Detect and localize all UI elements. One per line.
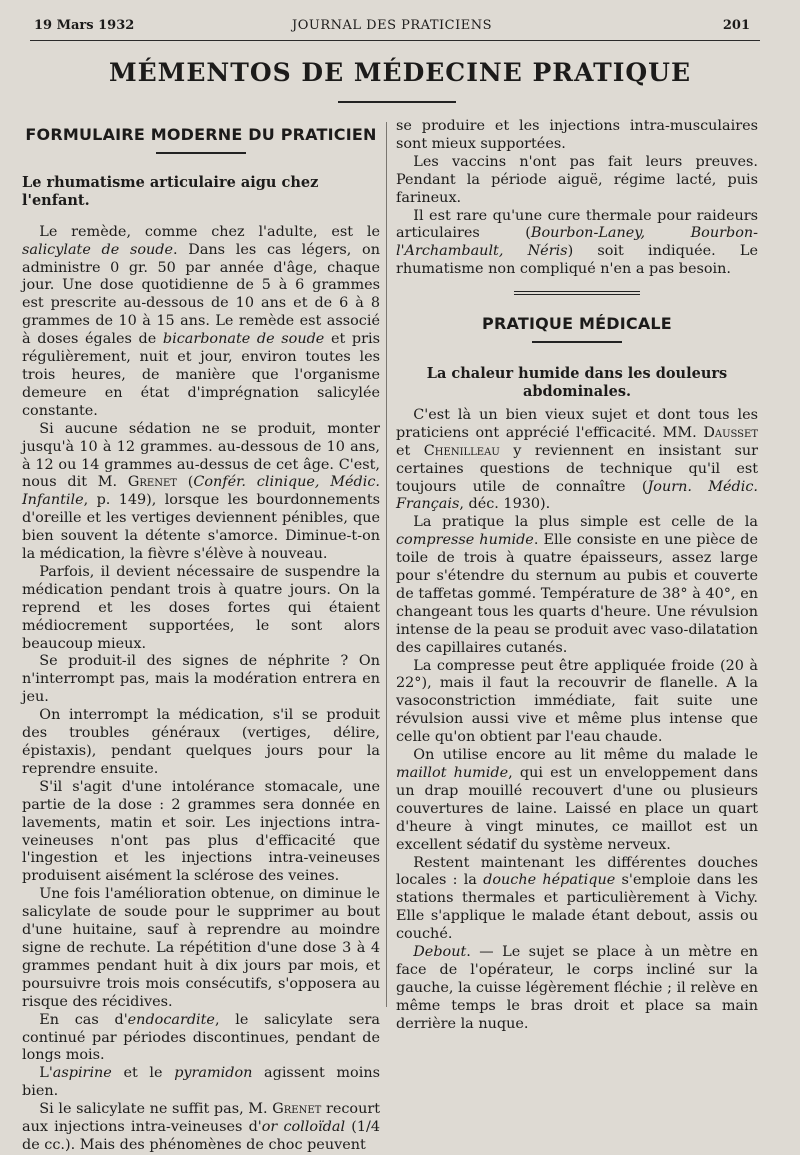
paragraph: Si le salicylate ne suffit pas, M. Grenet recourt aux injections intra-veineuses d'or colloïdal (1/4 de cc.). Mais des phénomènes de choc peuvent	[22, 1101, 380, 1153]
paragraph: Les vaccins n'ont pas fait leurs preuves. Pendant la période aiguë, régime lacté, puis farineux.	[396, 153, 758, 206]
column-divider	[386, 122, 387, 1007]
section-rule	[156, 152, 246, 154]
running-head	[34, 18, 750, 40]
paragraph: La compresse peut être appliquée froide (20 à 22°), mais il faut la recouvrir de flanelle. A la vasoconstriction immédiate, fait suite une révulsion aussi vive et même plus intense que celle qu'on obtient par l'eau chaude.	[396, 657, 758, 746]
paragraph: La pratique la plus simple est celle de la compresse humide. Elle consiste en une pièce de toile de trois à quatre épaisseurs, assez large pour s'étendre du sternum au pubis et couverte de taffetas gommé. Température de 38° à 40°, en changeant tous les quarts d'heure. Une révulsion intense de la peau se produit avec vaso-dilatation des capillaires cutanés.	[396, 514, 758, 656]
header-rule	[30, 40, 760, 41]
title-rule	[338, 101, 456, 103]
paragraph: Il est rare qu'une cure thermale pour raideurs articulaires (Bourbon-Laney, Bourbon-l'Archambault, Néris) soit indiquée. Le rhumatisme non compliqué n'en a pas besoin.	[396, 207, 758, 278]
paragraph: On interrompt la médication, s'il se produit des troubles généraux (vertiges, délire, épistaxis), pendant quelques jours pour la reprendre ensuite.	[22, 707, 380, 777]
section-title-formulaire: FORMULAIRE MODERNE DU PRATICIEN	[25, 125, 377, 144]
paragraph: Une fois l'amélioration obtenue, on diminue le salicylate de soude pour le supprimer au bout d'une huitaine, sauf à reprendre au moindre signe de rechute. La répétition d'une dose 3 à 4 grammes pendant huit à dix jours par mois, et poursuivre trois mois consécutifs, s'opposera au risque des récidives.	[22, 886, 380, 1010]
paragraph: Restent maintenant les différentes douches locales : la douche hépatique s'emploie dans les stations thermales et particulièrement à Vichy. Elle s'applique le malade étant debout, assis ou couché.	[396, 854, 758, 943]
paragraph: S'il s'agit d'une intolérance stomacale, une partie de la dose : 2 grammes sera donnée en lavements, matin et soir. Les injections intra-veineuses n'ont pas plus d'efficacité que l'ingestion et les injections intra-veineuses produisent aisément la sclérose des veines.	[22, 778, 380, 885]
paragraph: Debout. — Le sujet se place à un mètre en face de l'opérateur, le corps incliné sur la gauche, la cuisse légèrement fléchie ; il relève en même temps le bras droit et place sa main derrière la nuque.	[396, 944, 758, 1032]
paragraph: On utilise encore au lit même du malade le maillot humide, qui est un enveloppement dans un drap mouillé recouvert d'une ou plusieurs couvertures de laine. Laissé en place un quart d'heure à vingt minutes, ce maillot est un excellent sédatif du système nerveux.	[396, 747, 758, 853]
paragraph: se produire et les injections intra-musculaires sont mieux supportées.	[396, 118, 758, 152]
page-title: MÉMENTOS DE MÉDECINE PRATIQUE	[108, 58, 692, 87]
journal-name: JOURNAL DES PRATICIENS	[292, 18, 492, 33]
section-title-pratique: PRATIQUE MÉDICALE	[482, 314, 672, 334]
page-number: 201	[722, 18, 750, 33]
paragraph: L'aspirine et le pyramidon agissent moins bien.	[22, 1065, 380, 1100]
left-column	[22, 118, 380, 1155]
section-separator	[514, 291, 640, 295]
paragraph: Parfois, il devient nécessaire de suspendre la médication pendant trois à quatre jours. On la reprend et les doses fortes qui étaient médiocrement supportées, le sont alors beaucoup mieux.	[22, 563, 380, 652]
paragraph: Si aucune sédation ne se produit, monter jusqu'à 10 à 12 grammes. au-dessous de 10 ans, à 12 ou 14 grammes au-dessus de cet âge. C'est, nous dit M. Grenet (Confér. clinique, Médic. Infantile, p. 149), lorsque les bourdonnements d'oreille et les vertiges deviennent pénibles, que bien souvent la détente s'amorce. Diminue-t-on la médication, la fièvre s'élève à nouveau.	[22, 420, 380, 563]
paragraph: En cas d'endocardite, le salicylate sera continué par périodes discontinues, pendant de longs mois.	[22, 1011, 380, 1064]
right-column	[396, 118, 758, 1034]
section-rule	[532, 341, 622, 343]
paragraph: C'est là un bien vieux sujet et dont tous les praticiens ont apprécié l'efficacité. MM. Dausset et Chenilleau y reviennent en insistant sur certaines questions de technique qu'il est toujours utile de connaître (Journ. Médic. Français, déc. 1930).	[396, 406, 759, 513]
paragraph: Se produit-il des signes de néphrite ? On n'interrompt pas, mais la modération entrera en jeu.	[22, 653, 380, 706]
article-title-rhumatisme: Le rhumatisme articulaire aigu chez l'enfant.	[22, 173, 319, 209]
paragraph: Le remède, comme chez l'adulte, est le salicylate de soude. Dans les cas légers, on administre 0 gr. 50 par année d'âge, chaque jour. Une dose quotidienne de 5 à 6 grammes est prescrite au-dessous de 10 ans et de 6 à 8 grammes de 10 à 15 ans. Le remède est associé à doses égales de bicarbonate de soude et pris régulièrement, nuit et jour, environ toutes les trois heures, de manière que l'organisme demeure en état d'imprégnation salicylée constante.	[22, 223, 381, 419]
article-title-chaleur: La chaleur humide dans les douleurs abdominales.	[426, 365, 728, 400]
issue-date: 19 Mars 1932	[34, 18, 135, 33]
